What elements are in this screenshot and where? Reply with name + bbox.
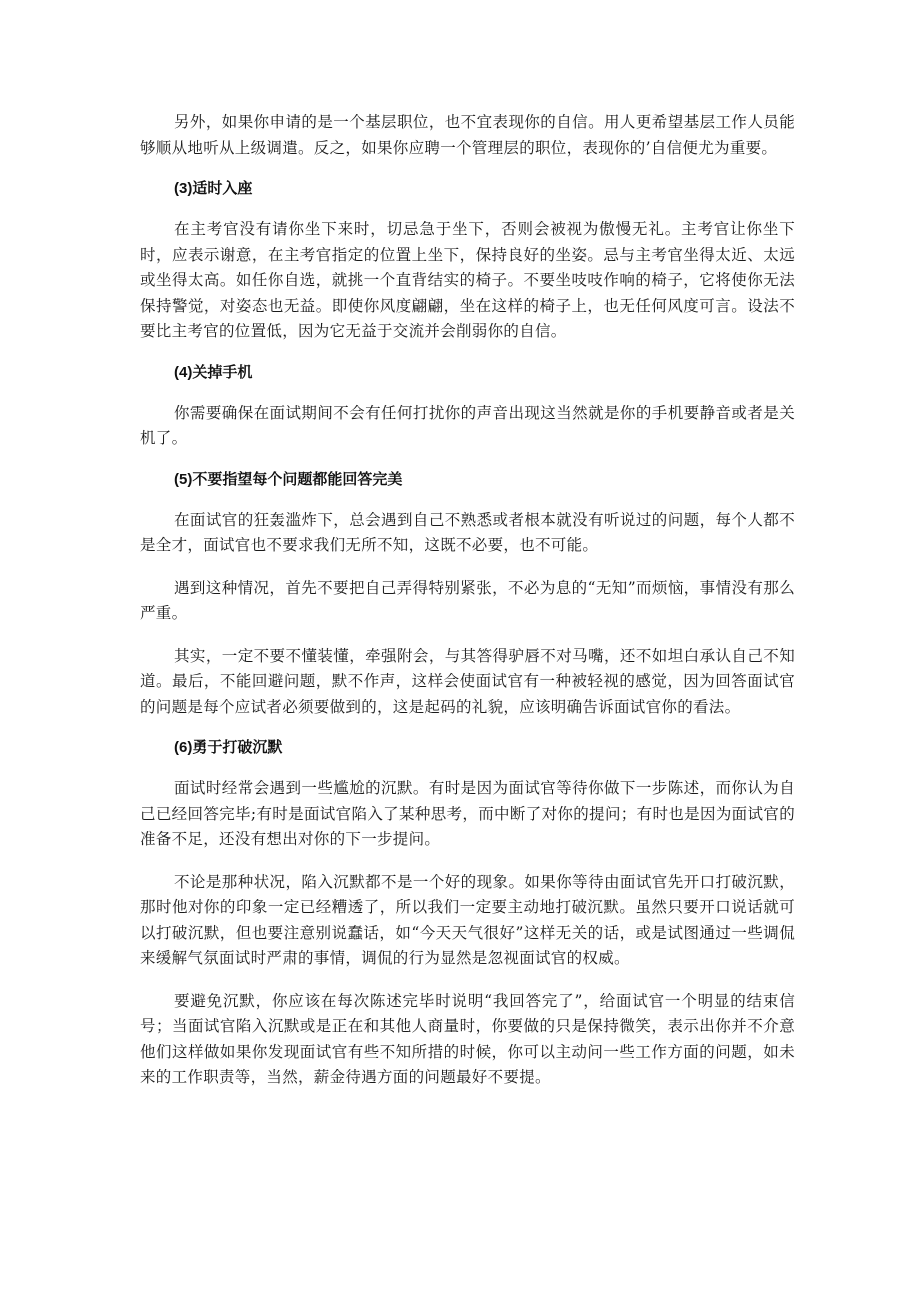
paragraph: 面试时经常会遇到一些尴尬的沉默。有时是因为面试官等待你做下一步陈述，而你认为自己已经回答完毕;有时是面试官陷入了某种思考，而中断了对你的提问；有时也是因为面试官的准备不足，还没有想出对你的下一步提问。 xyxy=(140,779,795,848)
paragraph: 在面试官的狂轰滥炸下，总会遇到自己不熟悉或者根本就没有听说过的问题，每个人都不是全才，面试官也不要求我们无所不知，这既不必要，也不可能。 xyxy=(140,510,795,554)
paragraph: 你需要确保在面试期间不会有任何打扰你的声音出现这当然就是你的手机要静音或者是关机了。 xyxy=(140,403,795,447)
paragraph: 其实，一定不要不懂装懂，牵强附会，与其答得驴唇不对马嘴，还不如坦白承认自己不知道。最后，不能回避问题，默不作声，这样会使面试官有一种被轻视的感觉，因为回答面试官的问题是每个应试者必须要做到的，这是起码的礼貌，应该明确告诉面试官你的看法。 xyxy=(140,646,795,716)
section-heading-5: (5)不要指望每个问题都能回答完美 xyxy=(174,470,403,488)
paragraph: 遇到这种情况，首先不要把自己弄得特别紧张，不必为息的“无知”而烦恼，事情没有那么严重。 xyxy=(140,578,795,622)
paragraph: 另外，如果你申请的是一个基层职位，也不宜表现你的自信。用人更希望基层工作人员能够顺从地听从上级调遣。反之，如果你应聘一个管理层的职位，表现你的’自信便尤为重要。 xyxy=(140,113,795,157)
section-heading-4: (4)关掉手机 xyxy=(174,363,253,381)
paragraph: 在主考官没有请你坐下来时，切忌急于坐下，否则会被视为傲慢无礼。主考官让你坐下时，应表示谢意，在主考官指定的位置上坐下，保持良好的坐姿。忌与主考官坐得太近、太远或坐得太高。如任你自选，就挑一个直背结实的椅子。不要坐吱吱作响的椅子，它将使你无法保持警觉，对姿态也无益。即使你风度翩翩，坐在这样的椅子上，也无任何风度可言。设法不要比主考官的位置低，因为它无益于交流并会削弱你的自信。 xyxy=(140,220,795,340)
document-body xyxy=(140,110,795,1108)
paragraph: 要避免沉默，你应该在每次陈述完毕时说明“我回答完了”，给面试官一个明显的结束信号；当面试官陷入沉默或是正在和其他人商量时，你要做的只是保持微笑，表示出你并不介意他们这样做如果你发现面试官有些不知所措的时候，你可以主动问一些工作方面的问题，如未来的工作职责等，当然，薪金待遇方面的问题最好不要提。 xyxy=(140,991,795,1086)
section-heading-3: (3)适时入座 xyxy=(174,180,253,197)
paragraph: 不论是那种状况，陷入沉默都不是一个好的现象。如果你等待由面试官先开口打破沉默，那时他对你的印象一定已经糟透了，所以我们一定要主动地打破沉默。虽然只要开口说话就可以打破沉默，但也要注意别说蠢话，如“今天天气很好”这样无关的话，或是试图通过一些调侃来缓解气氛面试时严肃的事情，调侃的行为显然是忽视面试官的权威。 xyxy=(140,872,795,967)
section-heading-6: (6)勇于打破沉默 xyxy=(174,739,283,756)
